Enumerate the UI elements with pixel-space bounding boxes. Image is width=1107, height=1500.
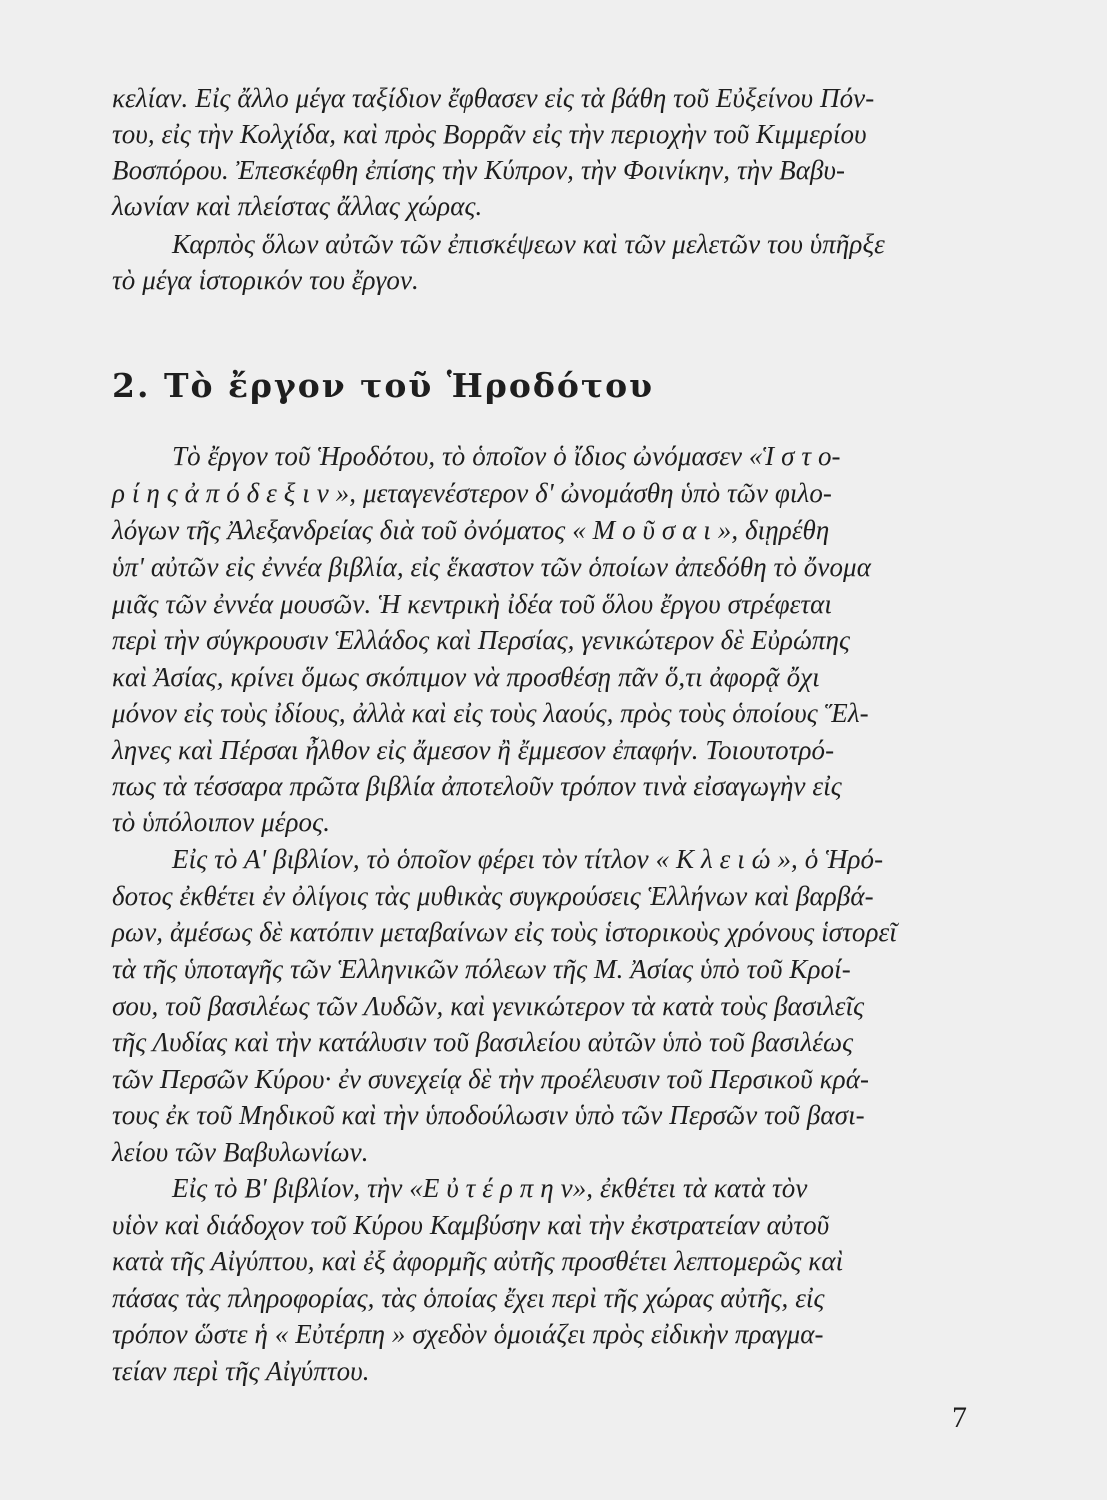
text-line: πάσας τὰς πληροφορίας, τὰς ὁποίας ἔχει περὶ τῆς χώρας αὐτῆς, εἰς [112, 1283, 825, 1313]
text-line: ρ ί η ς ἀ π ό δ ε ξ ι ν », μεταγενέστερον δ' ὠνομάσθη ὑπὸ τῶν φιλο- [112, 478, 833, 508]
text-line: σου, τοῦ βασιλέως τῶν Λυδῶν, καὶ γενικώτερον τὰ κατὰ τοὺς βασιλεῖς [112, 991, 865, 1021]
text-line: περὶ τὴν σύγκρουσιν Ἑλλάδος καὶ Περσίας, γενικώτερον δὲ Εὐρώπης [112, 625, 851, 655]
text-line: τῶν Περσῶν Κύρου· ἐν συνεχείᾳ δὲ τὴν προέλευσιν τοῦ Περσικοῦ κρά- [112, 1064, 870, 1094]
text-line: τὸ μέγα ἱστορικόν του ἔργον. [112, 265, 419, 295]
text-line: μιᾶς τῶν ἐννέα μουσῶν. Ἡ κεντρικὴ ἰδέα τοῦ ὅλου ἔργου στρέφεται [112, 589, 832, 619]
text-line: του, εἰς τὴν Κολχίδα, καὶ πρὸς Βορρᾶν εἰς τὴν περιοχὴν τοῦ Κιμμερίου [112, 119, 867, 149]
text-line: πως τὰ τέσσαρα πρῶτα βιβλία ἀποτελοῦν τρόπον τινὰ εἰσαγωγὴν εἰς [112, 771, 842, 801]
text-line: Τὸ ἔργον τοῦ Ἡροδότου, τὸ ὁποῖον ὁ ἴδιος ὠνόμασεν «Ἱ σ τ ο- [172, 441, 841, 471]
text-line: τῆς Λυδίας καὶ τὴν κατάλυσιν τοῦ βασιλείου αὐτῶν ὑπὸ τοῦ βασιλέως [112, 1027, 854, 1057]
text-line: κελίαν. Εἰς ἄλλο μέγα ταξίδιον ἔφθασεν εἰς τὰ βάθη τοῦ Εὐξείνου Πόν- [112, 83, 875, 113]
text-line: τὰ τῆς ὑποταγῆς τῶν Ἑλληνικῶν πόλεων τῆς Μ. Ἀσίας ὑπὸ τοῦ Κροί- [112, 954, 851, 984]
text-line: λωνίαν καὶ πλείστας ἄλλας χώρας. [112, 191, 483, 221]
page-number: 7 [952, 1401, 967, 1434]
text-line: ὑπ' αὐτῶν εἰς ἐννέα βιβλία, εἰς ἕκαστον τῶν ὁποίων ἀπεδόθη τὸ ὄνομα [112, 552, 871, 582]
text-line: μόνον εἰς τοὺς ἰδίους, ἀλλὰ καὶ εἰς τοὺς λαούς, πρὸς τοὺς ὁποίους Ἕλ- [112, 698, 869, 728]
text-line: λόγων τῆς Ἀλεξανδρείας διὰ τοῦ ὀνόματος « Μ ο ῦ σ α ι », διῃρέθη [112, 515, 830, 545]
text-line: τείαν περὶ τῆς Αἰγύπτου. [112, 1356, 370, 1386]
text-line: ρων, ἀμέσως δὲ κατόπιν μεταβαίνων εἰς τοὺς ἱστορικοὺς χρόνους ἱστορεῖ [112, 917, 897, 947]
text-line: Βοσπόρου. Ἐπεσκέφθη ἐπίσης τὴν Κύπρον, τὴν Φοινίκην, τὴν Βαβυ- [112, 155, 846, 185]
text-line: τρόπον ὥστε ἡ « Εὐτέρπη » σχεδὸν ὁμοιάζει πρὸς εἰδικὴν πραγμα- [112, 1319, 824, 1349]
text-line: ληνες καὶ Πέρσαι ἦλθον εἰς ἄμεσον ἢ ἔμμεσον ἐπαφήν. Τοιουτοτρό- [112, 735, 835, 765]
text-line: λείου τῶν Βαβυλωνίων. [112, 1137, 369, 1167]
text-line: υἱὸν καὶ διάδοχον τοῦ Κύρου Καμβύσην καὶ τὴν ἐκστρατείαν αὐτοῦ [112, 1210, 830, 1240]
text-line: Εἰς τὸ Β' βιβλίον, τὴν «Ε ὐ τ έ ρ π η ν», ἐκθέτει τὰ κατὰ τὸν [172, 1173, 808, 1203]
text-line: τους ἐκ τοῦ Μηδικοῦ καὶ τὴν ὑποδούλωσιν ὑπὸ τῶν Περσῶν τοῦ βασι- [112, 1100, 865, 1130]
text-line: Εἰς τὸ Α' βιβλίον, τὸ ὁποῖον φέρει τὸν τίτλον « Κ λ ε ι ώ », ὁ Ἡρό- [172, 844, 884, 874]
text-line: καὶ Ἀσίας, κρίνει ὅμως σκόπιμον νὰ προσθέσῃ πᾶν ὅ,τι ἀφορᾷ ὄχι [112, 662, 820, 692]
text-line: κατὰ τῆς Αἰγύπτου, καὶ ἐξ ἀφορμῆς αὐτῆς προσθέτει λεπτομερῶς καὶ [112, 1246, 844, 1276]
text-line: τὸ ὑπόλοιπον μέρος. [112, 807, 331, 837]
text-line: Καρπὸς ὅλων αὐτῶν τῶν ἐπισκέψεων καὶ τῶν μελετῶν του ὑπῆρξε [172, 229, 885, 259]
text-line: δοτος ἐκθέτει ἐν ὀλίγοις τὰς μυθικὰς συγκρούσεις Ἑλλήνων καὶ βαρβά- [112, 881, 874, 911]
section-heading: 2. Τὸ ἔργον τοῦ Ἡροδότου [112, 366, 654, 405]
